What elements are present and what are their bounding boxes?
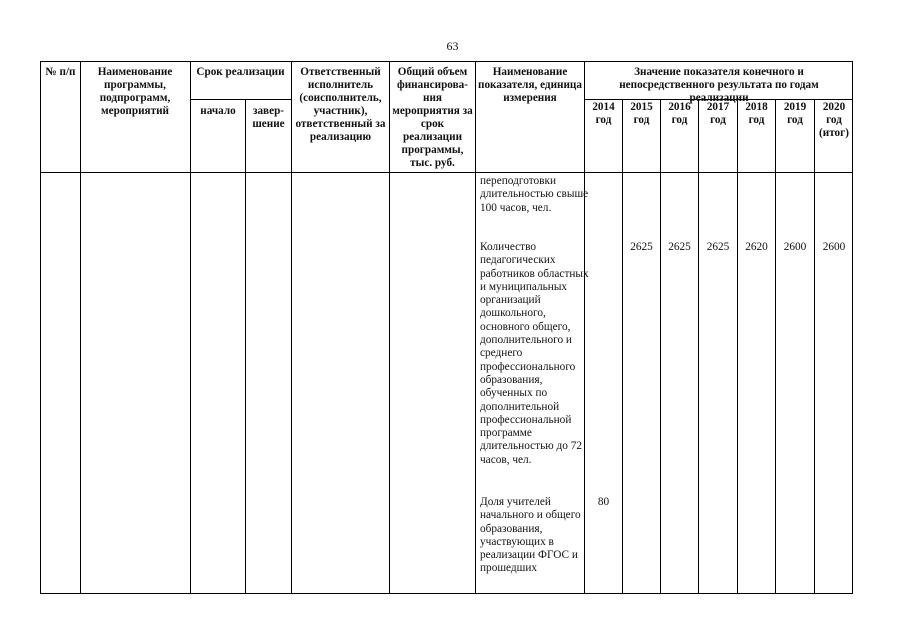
indicator-text: Количество педагогических работников областных и муниципальных организаций дошкольного, основного общего, дополнительного и среднего профессионального образования, обученных по дополнительной профессиональной программе длительностью до 72 часов, чел. <box>480 241 589 466</box>
header-year-2017: 2017 год <box>706 101 730 126</box>
col-divider <box>190 61 191 594</box>
header-program-name: Наименование программы, подпрограмм, мероприятий <box>97 66 173 117</box>
indicator-text: Доля учителей начального и общего образования, участвующих в реализации ФГОС и прошедших <box>480 496 581 575</box>
header-values-by-year: Значение показателя конечного и непосредственного результата по годам реализации <box>619 66 819 104</box>
col-divider <box>660 99 661 594</box>
col-divider <box>775 99 776 594</box>
col-divider <box>245 99 246 594</box>
header-year-2019: 2019 год <box>783 101 807 126</box>
row-divider <box>190 99 291 100</box>
header-year-2014: 2014 год <box>592 101 615 126</box>
col-divider <box>698 99 699 594</box>
header-indicator: Наименование показателя, единица измерения <box>478 66 582 104</box>
header-year-2020: 2020 год (итог) <box>819 101 849 139</box>
col-divider <box>622 99 623 594</box>
page-number: 63 <box>446 39 459 53</box>
col-divider <box>737 99 738 594</box>
value-2016: 2625 <box>668 241 691 253</box>
col-divider <box>475 61 476 594</box>
header-term: Срок реализации <box>196 66 285 78</box>
header-year-2018: 2018 год <box>745 101 768 126</box>
header-end: завер-шение <box>252 105 285 130</box>
header-year-2016: 2016 год <box>668 101 691 126</box>
header-year-2015: 2015 год <box>630 101 653 126</box>
header-number: № п/п <box>45 66 76 78</box>
value-2020: 2600 <box>822 241 846 253</box>
header-start: начало <box>200 105 236 117</box>
value-2014: 80 <box>597 496 610 508</box>
col-divider <box>814 99 815 594</box>
header-financing: Общий объем финансирова-ния мероприятия за срок реализации программы, тыс. руб. <box>392 66 473 169</box>
value-2018: 2620 <box>745 241 768 253</box>
indicator-text: переподготовки длительностью свыше 100 часов, чел. <box>480 175 589 214</box>
col-divider <box>80 61 81 594</box>
header-responsible: Ответственный исполнитель (соисполнитель, участник), ответственный за реализацию <box>295 66 386 143</box>
header-bottom-line <box>40 172 853 173</box>
value-2015: 2625 <box>630 241 653 253</box>
value-2017: 2625 <box>706 241 730 253</box>
value-2019: 2600 <box>783 241 807 253</box>
